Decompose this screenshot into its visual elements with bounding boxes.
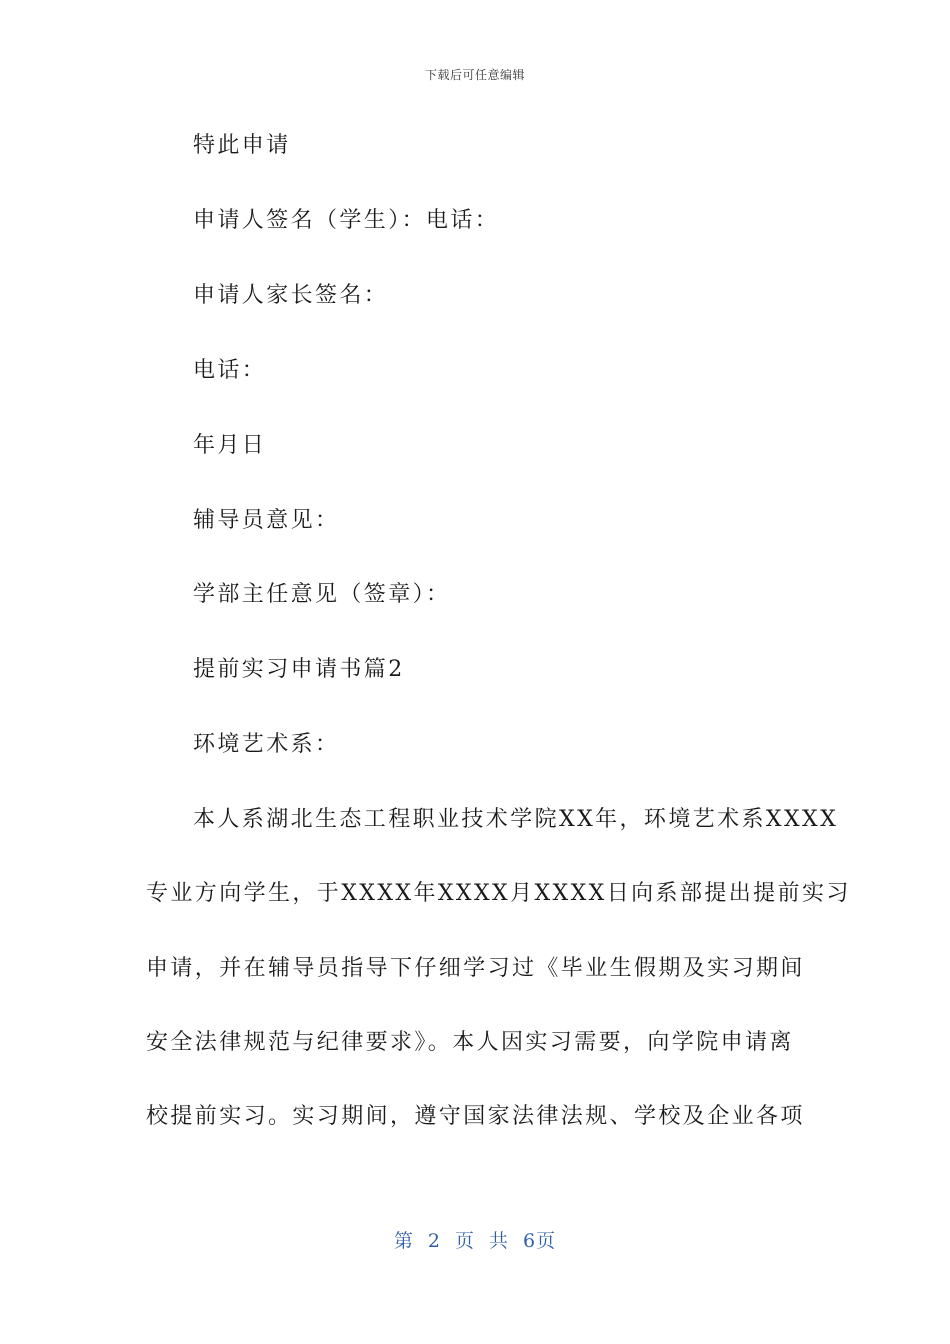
page-footer	[0, 1226, 950, 1253]
page-label-prefix: 第	[393, 1230, 414, 1252]
date-line: 年月日	[193, 433, 267, 458]
paragraph-line: 校提前实习。实习期间，遵守国家法律法规、学校及企业各项	[146, 1104, 805, 1129]
paragraph-line: 本人系湖北生态工程职业技术学院XX年，环境艺术系XXXX	[193, 807, 839, 832]
section-title: 提前实习申请书篇2	[193, 657, 405, 682]
current-page-number: 2	[427, 1230, 441, 1252]
phone-line: 电话：	[193, 358, 267, 383]
paragraph-line: 申请，并在辅导员指导下仔细学习过《毕业生假期及实习期间	[146, 956, 805, 981]
page-label-mid: 页	[454, 1230, 475, 1252]
counselor-opinion-line: 辅导员意见：	[193, 508, 340, 533]
total-label-prefix: 共	[489, 1230, 510, 1252]
paragraph-line: 安全法律规范与纪律要求》。本人因实习需要，向学院申请离	[146, 1030, 794, 1055]
closing-line: 特此申请	[193, 133, 291, 158]
total-pages: 6页	[523, 1230, 557, 1252]
header-note: 下载后可任意编辑	[424, 68, 525, 82]
applicant-signature-line: 申请人签名（学生）：电话：	[193, 208, 500, 233]
paragraph-line: 专业方向学生，于XXXX年XXXX月XXXX日向系部提出提前实习	[146, 881, 851, 906]
director-opinion-line: 学部主任意见（签章）：	[193, 582, 451, 607]
addressee-line: 环境艺术系：	[193, 732, 340, 757]
parent-signature-line: 申请人家长签名：	[193, 283, 389, 308]
